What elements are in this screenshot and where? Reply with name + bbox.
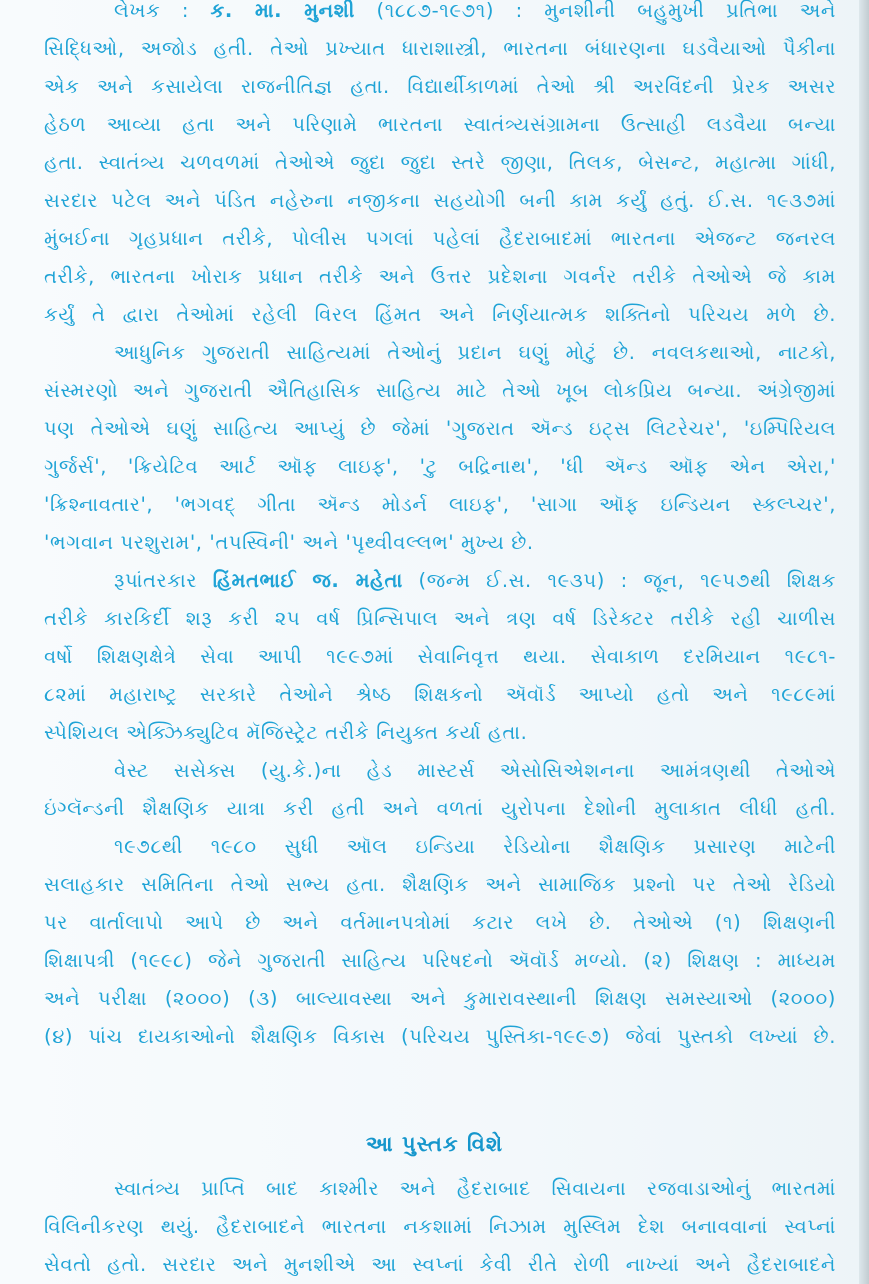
translator-intro-line bbox=[44, 562, 836, 600]
text-line: તરીકે કારકિર્દી શરૂ કરી ૨૫ વર્ષ પ્રિન્સિપાલ અને ત્રણ વર્ષ ડિરેક્ટર તરીકે રહી ચાળીસ bbox=[44, 607, 836, 630]
text-line: ઇંગ્લૅન્ડની શૈક્ષણિક યાત્રા કરી હતી અને વળતાં યુરોપના દેશોની મુલાકાત લીધી હતી. bbox=[44, 797, 836, 820]
text-line: સિદ્ધિઓ, અજોડ હતી. તેઓ પ્રખ્યાત ધારાશાસ્ત્રી, ભારતના બંધારણના ઘડવૈયાઓ પૈકીના bbox=[44, 37, 836, 60]
translator-name: હિંમતભાઈ જ. મહેતા bbox=[212, 569, 403, 592]
translator-rest: (જન્મ ઈ.સ. ૧૯૩૫) : જૂન, ૧૯૫૭થી શિક્ષક bbox=[418, 569, 836, 592]
text-line: પણ તેઓએ ઘણું સાહિત્ય આપ્યું છે જેમાં 'ગુજરાત ઍન્ડ ઇટ્સ લિટરેચર', 'ઇમ્પિરિયલ bbox=[44, 417, 836, 440]
text-line: સરદાર પટેલ અને પંડિત નહેરુના નજીકના સહયોગી બની કામ કર્યું હતું. ઈ.સ. ૧૯૩૭માં bbox=[44, 189, 836, 212]
text-line: સ્પેશિયલ એક્ઝિક્યુટિવ મૅજિસ્ટ્રેટ તરીકે નિયુક્ત કર્યા હતા. bbox=[44, 721, 528, 744]
text-line: આધુનિક ગુજરાતી સાહિત્યમાં તેઓનું પ્રદાન ઘણું મોટું છે. નવલકથાઓ, નાટકો, bbox=[114, 341, 836, 364]
translator-label: રૂપાંતરકાર bbox=[114, 569, 198, 592]
page-edge-shadow bbox=[859, 0, 869, 1284]
text-line: વિલિનીકરણ થયું. હૈદરાબાદને ભારતના નકશામાં નિઝામ મુસ્લિમ દેશ બનાવવાનાં સ્વપ્નાં bbox=[44, 1215, 836, 1238]
text-line: હેઠળ આવ્યા હતા અને પરિણામે ભારતના સ્વાતંત્ર્યસંગ્રામના ઉત્સાહી લડવૈયા બન્યા bbox=[44, 113, 836, 136]
author-years: (૧૮૮૭-૧૯૭૧) : મુનશીની બહુમુખી પ્રતિભા અને bbox=[376, 0, 836, 22]
text-line: ૮૨માં મહારાષ્ટ્ર સરકારે તેઓને શ્રેષ્ઠ શિક્ષકનો ઍવૉર્ડ આપ્યો હતો અને ૧૯૮૯માં bbox=[44, 683, 836, 706]
text-line: (૪) પાંચ દાયકાઓનો શૈક્ષણિક વિકાસ (પરિચય પુસ્તિકા-૧૯૯૭) જેવાં પુસ્તકો લખ્યાં છે. bbox=[44, 1025, 836, 1048]
text-line: કર્યું તે દ્વારા તેઓમાં રહેલી વિરલ હિંમત અને નિર્ણયાત્મક શક્તિનો પરિચય મળે છે. bbox=[44, 303, 836, 326]
text-line: ગુર્જર્સ', 'ક્રિયેટિવ આર્ટ ઑફ લાઇફ', 'ટુ બદ્રિનાથ', 'ધી ઍન્ડ ઑફ એન એરા,' bbox=[44, 455, 836, 478]
text-line: સંસ્મરણો અને ગુજરાતી ઐતિહાસિક સાહિત્ય માટે તેઓ ખૂબ લોકપ્રિય બન્યા. અંગ્રેજીમાં bbox=[44, 379, 836, 402]
text-line: સલાહકાર સમિતિના તેઓ સભ્ય હતા. શૈક્ષણિક અને સામાજિક પ્રશ્નો પર તેઓ રેડિયો bbox=[44, 873, 836, 896]
author-name: ક. મા. મુનશી bbox=[210, 0, 355, 22]
text-line: શિક્ષાપત્રી (૧૯૯૮) જેને ગુજરાતી સાહિત્ય પરિષદનો ઍવૉર્ડ મળ્યો. (૨) શિક્ષણ : માધ્યમ bbox=[44, 949, 836, 972]
text-line: સેવતો હતો. સરદાર અને મુનશીએ આ સ્વપ્નાં કેવી રીતે રોળી નાખ્યાં અને હૈદરાબાદને bbox=[44, 1253, 836, 1276]
text-line: પર વાર્તાલાપો આપે છે અને વર્તમાનપત્રોમાં કટાર લખે છે. તેઓએ (૧) શિક્ષણની bbox=[44, 911, 836, 934]
author-intro-line bbox=[44, 0, 836, 30]
text-line: 'ભગવાન પરશુરામ', 'તપસ્વિની' અને 'પૃથ્વીવલ્લભ' મુખ્ય છે. bbox=[44, 531, 534, 554]
author-label: લેખક : bbox=[114, 0, 190, 22]
text-line: મુંબઈના ગૃહપ્રધાન તરીકે, પોલીસ પગલાં પહેલાં હૈદરાબાદમાં ભારતના એજન્ટ જનરલ bbox=[44, 227, 836, 250]
about-book-heading: આ પુસ્તક વિશે bbox=[365, 1132, 504, 1156]
text-line: વર્ષો શિક્ષણક્ષેત્રે સેવા આપી ૧૯૯૭માં સેવાનિવૃત્ત થયા. સેવાકાળ દરમિયાન ૧૯૮૧- bbox=[44, 645, 836, 668]
text-line: હતા. સ્વાતંત્ર્ય ચળવળમાં તેઓએ જુદા જુદા સ્તરે જીણા, તિલક, બેસન્ટ, મહાત્મા ગાંધી, bbox=[44, 151, 836, 174]
text-line: એક અને કસાયેલા રાજનીતિજ્ઞ હતા. વિદ્યાર્થીકાળમાં તેઓ શ્રી અરવિંદની પ્રેરક અસર bbox=[44, 75, 836, 98]
text-line: વેસ્ટ સસેક્સ (યુ.કે.)ના હેડ માસ્ટર્સ એસોસિએશનના આમંત્રણથી તેઓએ bbox=[114, 759, 836, 782]
text-line: સ્વાતંત્ર્ય પ્રાપ્તિ બાદ કાશ્મીર અને હૈદરાબાદ સિવાયના રજવાડાઓનું ભારતમાં bbox=[114, 1177, 836, 1200]
text-line: તરીકે, ભારતના ખોરાક પ્રધાન તરીકે અને ઉત્તર પ્રદેશના ગવર્નર તરીકે તેઓએ જે કામ bbox=[44, 265, 836, 288]
text-line: ૧૯૭૮થી ૧૯૮૦ સુધી ઑલ ઇન્ડિયા રેડિયોના શૈક્ષણિક પ્રસારણ માટેની bbox=[114, 835, 836, 858]
text-line: અને પરીક્ષા (૨૦૦૦) (૩) બાલ્યાવસ્થા અને કુમારાવસ્થાની શિક્ષણ સમસ્યાઓ (૨૦૦૦) bbox=[44, 987, 836, 1010]
text-line: 'ક્રિશ્નાવતાર', 'ભગવદ્ ગીતા ઍન્ડ મોડર્ન લાઇફ', 'સાગા ઑફ ઇન્ડિયન સ્કલ્પ્ચર', bbox=[44, 493, 836, 516]
